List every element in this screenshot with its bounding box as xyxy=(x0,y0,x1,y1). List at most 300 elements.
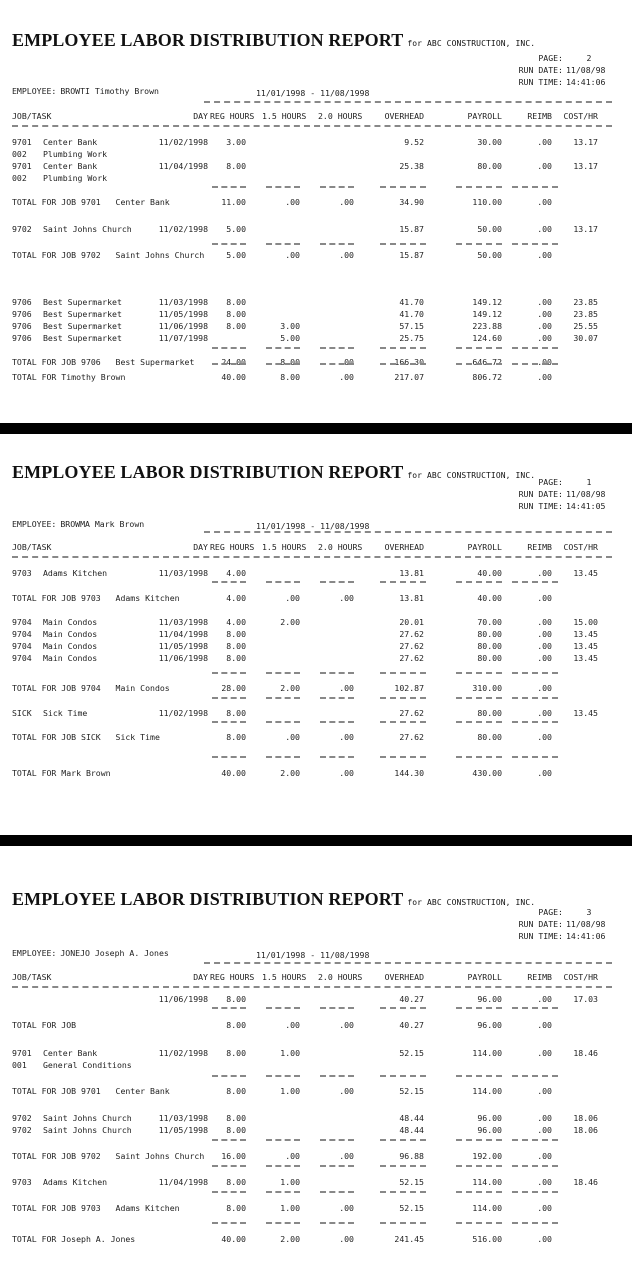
total-ot-15-hours-cell: 2.00 xyxy=(280,1234,300,1244)
total-label: TOTAL FOR JOB 9701 Center Bank xyxy=(12,1086,170,1096)
total-reimb-cell: .00 xyxy=(537,593,552,603)
table-row xyxy=(0,629,632,640)
job-name: Main Condos xyxy=(43,617,98,627)
total-reg-hours-cell: 8.00 xyxy=(226,1086,246,1096)
col-header-payroll: PAYROLL xyxy=(467,542,502,552)
reimb-cell: .00 xyxy=(537,1113,552,1123)
job-code: 9704 xyxy=(12,641,32,651)
day-cell: 11/04/1998 xyxy=(158,629,208,639)
payroll-cell: 80.00 xyxy=(477,708,502,718)
total-ot-20-hours-cell: .00 xyxy=(339,683,354,693)
reimb-cell: .00 xyxy=(537,333,552,343)
total-ot-15-hours-cell: 2.00 xyxy=(280,683,300,693)
subtotal-rule-segment xyxy=(212,1139,246,1141)
subtotal-rule-segment xyxy=(320,756,354,758)
column-header-row xyxy=(0,972,632,983)
total-payroll-cell: 430.00 xyxy=(472,768,502,778)
page-number-label: PAGE: xyxy=(538,477,563,487)
reimb-cell: .00 xyxy=(537,161,552,171)
job-code: 9704 xyxy=(12,653,32,663)
page-number: 1 xyxy=(586,477,592,487)
ot-15-hours-cell: 2.00 xyxy=(280,617,300,627)
total-label: TOTAL FOR Timothy Brown xyxy=(12,372,126,382)
total-row xyxy=(0,768,632,779)
job-name: Center Bank xyxy=(43,161,98,171)
reg-hours-cell: 4.00 xyxy=(226,617,246,627)
total-ot-15-hours-cell: 2.00 xyxy=(280,768,300,778)
payroll-cell: 114.00 xyxy=(472,1177,502,1187)
job-code: 9706 xyxy=(12,297,32,307)
total-reimb-cell: .00 xyxy=(537,768,552,778)
total-ot-20-hours-cell: .00 xyxy=(339,768,354,778)
subtotal-rule-segment xyxy=(512,756,558,758)
job-name: Adams Kitchen xyxy=(43,568,108,578)
employee-name: BROWTI Timothy Brown xyxy=(60,86,159,96)
reg-hours-cell: 4.00 xyxy=(226,568,246,578)
table-row xyxy=(0,309,632,320)
table-row xyxy=(0,224,632,235)
table-row xyxy=(0,617,632,628)
overhead-cell: 57.15 xyxy=(399,321,424,331)
table-row xyxy=(0,568,632,579)
payroll-cell: 80.00 xyxy=(477,653,502,663)
day-cell: 11/06/1998 xyxy=(158,653,208,663)
job-code: 9703 xyxy=(12,1177,32,1187)
subtotal-rule-segment xyxy=(320,1165,354,1167)
payroll-cell: 80.00 xyxy=(477,629,502,639)
total-payroll-cell: 516.00 xyxy=(472,1234,502,1244)
total-row xyxy=(0,1203,632,1214)
page-number: 3 xyxy=(586,907,592,917)
reg-hours-cell: 8.00 xyxy=(226,161,246,171)
subtotal-rule-segment xyxy=(512,672,558,674)
col-header-2-0-hours: 2.0 HOURS xyxy=(318,542,363,552)
total-reimb-cell: .00 xyxy=(537,372,552,382)
reimb-cell: .00 xyxy=(537,617,552,627)
total-reg-hours-cell: 40.00 xyxy=(221,1234,246,1244)
subtotal-rule-segment xyxy=(320,1191,354,1193)
subtotal-rule-segment xyxy=(456,1191,502,1193)
day-cell: 11/05/1998 xyxy=(158,1125,208,1135)
subtotal-rule-segment xyxy=(212,243,246,245)
employee-label: EMPLOYEE: xyxy=(12,86,57,96)
overhead-cell: 52.15 xyxy=(399,1177,424,1187)
table-row xyxy=(0,994,632,1005)
cost-per-hour-cell: 18.46 xyxy=(573,1048,598,1058)
total-overhead-cell: 15.87 xyxy=(399,250,424,260)
total-reimb-cell: .00 xyxy=(537,1203,552,1213)
page-number-line xyxy=(502,52,612,64)
subtotal-rule-segment xyxy=(380,697,426,699)
reg-hours-cell: 8.00 xyxy=(226,708,246,718)
task-code: 001 xyxy=(12,1060,27,1070)
subtotal-rule-segment xyxy=(320,186,354,188)
total-overhead-cell: 96.88 xyxy=(399,1151,424,1161)
day-cell: 11/04/1998 xyxy=(158,161,208,171)
total-reimb-cell: .00 xyxy=(537,732,552,742)
subtotal-rule-segment xyxy=(456,581,502,583)
reg-hours-cell: 8.00 xyxy=(226,321,246,331)
total-payroll-cell: 806.72 xyxy=(472,372,502,382)
col-header-1-5-hours: 1.5 HOURS xyxy=(262,972,307,982)
day-cell: 11/07/1998 xyxy=(158,333,208,343)
employee-name: BROWMA Mark Brown xyxy=(60,519,145,529)
total-reg-hours-cell: 8.00 xyxy=(226,1203,246,1213)
page-number-label: PAGE: xyxy=(538,53,563,63)
job-code: 9701 xyxy=(12,137,32,147)
payroll-cell: 96.00 xyxy=(477,1113,502,1123)
subtotal-rule xyxy=(0,697,632,708)
reimb-cell: .00 xyxy=(537,641,552,651)
report-company: for ABC CONSTRUCTION, INC. xyxy=(407,898,536,907)
total-reimb-cell: .00 xyxy=(537,1020,552,1030)
col-header-overhead: OVERHEAD xyxy=(384,111,424,121)
subtotal-rule-segment xyxy=(456,347,502,349)
total-payroll-cell: 96.00 xyxy=(477,1020,502,1030)
subtotal-rule-segment xyxy=(266,347,300,349)
total-payroll-cell: 646.72 xyxy=(472,357,502,367)
task-code: 002 xyxy=(12,149,27,159)
total-ot-15-hours-cell: 1.00 xyxy=(280,1086,300,1096)
run-time-line xyxy=(502,500,612,512)
cost-per-hour-cell: 17.03 xyxy=(573,994,598,1004)
cost-per-hour-cell: 13.45 xyxy=(573,641,598,651)
subtotal-rule-segment xyxy=(380,363,426,365)
employee-label: EMPLOYEE: xyxy=(12,519,57,529)
subtotal-rule xyxy=(0,756,632,767)
day-cell: 11/03/1998 xyxy=(158,617,208,627)
subtotal-rule-segment xyxy=(266,1165,300,1167)
run-date: 11/08/98 xyxy=(566,65,606,75)
job-name: Saint Johns Church xyxy=(43,1125,132,1135)
subtotal-rule-segment xyxy=(512,1191,558,1193)
subtotal-rule-segment xyxy=(380,672,426,674)
subtotal-rule xyxy=(0,672,632,683)
subtotal-rule-segment xyxy=(266,1191,300,1193)
subtotal-rule-segment xyxy=(320,672,354,674)
total-label: TOTAL FOR JOB 9702 Saint Johns Church xyxy=(12,250,205,260)
total-overhead-cell: 144.30 xyxy=(394,768,424,778)
total-ot-15-hours-cell: .00 xyxy=(285,250,300,260)
subtotal-rule-segment xyxy=(266,756,300,758)
job-name: Saint Johns Church xyxy=(43,1113,132,1123)
total-reimb-cell: .00 xyxy=(537,197,552,207)
cost-per-hour-cell: 13.17 xyxy=(573,224,598,234)
subtotal-rule-segment xyxy=(456,1075,502,1077)
subtotal-rule-segment xyxy=(212,672,246,674)
total-label: TOTAL FOR JOB 9706 Best Supermarket xyxy=(12,357,195,367)
total-ot-20-hours-cell: .00 xyxy=(339,1020,354,1030)
subtotal-rule xyxy=(0,1075,632,1086)
col-header-day: DAY xyxy=(193,972,208,982)
overhead-cell: 20.01 xyxy=(399,617,424,627)
subtotal-rule-segment xyxy=(320,347,354,349)
total-label: TOTAL FOR JOB 9701 Center Bank xyxy=(12,197,170,207)
reg-hours-cell: 8.00 xyxy=(226,297,246,307)
subtotal-rule-segment xyxy=(456,1222,502,1224)
header-rule-top xyxy=(204,101,612,103)
subtotal-rule-segment xyxy=(512,721,558,723)
report-company: for ABC CONSTRUCTION, INC. xyxy=(407,471,536,480)
total-reg-hours-cell: 5.00 xyxy=(226,250,246,260)
table-row xyxy=(0,708,632,719)
subtotal-rule-segment xyxy=(380,1075,426,1077)
col-header-job-task: JOB/TASK xyxy=(12,972,52,982)
total-reg-hours-cell: 24.00 xyxy=(221,357,246,367)
day-cell: 11/02/1998 xyxy=(158,224,208,234)
total-reimb-cell: .00 xyxy=(537,357,552,367)
subtotal-rule-segment xyxy=(380,721,426,723)
total-ot-20-hours-cell: .00 xyxy=(339,593,354,603)
overhead-cell: 52.15 xyxy=(399,1048,424,1058)
total-payroll-cell: 114.00 xyxy=(472,1203,502,1213)
total-row xyxy=(0,1086,632,1097)
subtotal-rule-segment xyxy=(320,1222,354,1224)
total-label: TOTAL FOR JOB SICK Sick Time xyxy=(12,732,160,742)
subtotal-rule xyxy=(0,1191,632,1202)
job-name: Main Condos xyxy=(43,629,98,639)
subtotal-rule-segment xyxy=(456,1007,502,1009)
subtotal-rule-segment xyxy=(212,721,246,723)
job-code: 9704 xyxy=(12,617,32,627)
overhead-cell: 13.81 xyxy=(399,568,424,578)
subtotal-rule-segment xyxy=(456,697,502,699)
run-date-label: RUN DATE: xyxy=(518,919,563,929)
cost-per-hour-cell: 13.45 xyxy=(573,568,598,578)
col-header-reg-hours: REG HOURS xyxy=(210,111,255,121)
subtotal-rule-segment xyxy=(380,756,426,758)
task-row xyxy=(0,149,632,160)
subtotal-rule-segment xyxy=(212,347,246,349)
total-payroll-cell: 110.00 xyxy=(472,197,502,207)
header-rule-top xyxy=(204,531,612,533)
total-reg-hours-cell: 16.00 xyxy=(221,1151,246,1161)
total-ot-15-hours-cell: .00 xyxy=(285,593,300,603)
cost-per-hour-cell: 30.07 xyxy=(573,333,598,343)
total-reg-hours-cell: 40.00 xyxy=(221,372,246,382)
subtotal-rule-segment xyxy=(512,1222,558,1224)
total-row xyxy=(0,732,632,743)
subtotal-rule-segment xyxy=(320,581,354,583)
ot-15-hours-cell: 3.00 xyxy=(280,321,300,331)
total-overhead-cell: 52.15 xyxy=(399,1203,424,1213)
total-ot-20-hours-cell: .00 xyxy=(339,732,354,742)
reg-hours-cell: 8.00 xyxy=(226,641,246,651)
reimb-cell: .00 xyxy=(537,1048,552,1058)
total-label: TOTAL FOR Joseph A. Jones xyxy=(12,1234,136,1244)
total-payroll-cell: 40.00 xyxy=(477,593,502,603)
subtotal-rule xyxy=(0,1165,632,1176)
payroll-cell: 30.00 xyxy=(477,137,502,147)
total-ot-20-hours-cell: .00 xyxy=(339,372,354,382)
subtotal-rule-segment xyxy=(456,1165,502,1167)
reimb-cell: .00 xyxy=(537,297,552,307)
subtotal-rule-segment xyxy=(380,186,426,188)
subtotal-rule-segment xyxy=(212,1191,246,1193)
total-reg-hours-cell: 11.00 xyxy=(221,197,246,207)
subtotal-rule-segment xyxy=(456,243,502,245)
subtotal-rule-segment xyxy=(512,363,558,365)
subtotal-rule-segment xyxy=(380,581,426,583)
subtotal-rule-segment xyxy=(380,1222,426,1224)
reimb-cell: .00 xyxy=(537,994,552,1004)
run-info xyxy=(502,52,612,88)
total-ot-15-hours-cell: .00 xyxy=(285,1151,300,1161)
subtotal-rule-segment xyxy=(212,186,246,188)
reimb-cell: .00 xyxy=(537,224,552,234)
total-label: TOTAL FOR JOB 9704 Main Condos xyxy=(12,683,170,693)
table-row xyxy=(0,1125,632,1136)
payroll-cell: 70.00 xyxy=(477,617,502,627)
subtotal-rule-segment xyxy=(266,186,300,188)
total-ot-15-hours-cell: 8.00 xyxy=(280,357,300,367)
total-ot-15-hours-cell: .00 xyxy=(285,732,300,742)
run-date-line xyxy=(502,488,612,500)
page-separator-bar xyxy=(0,835,632,846)
run-date-label: RUN DATE: xyxy=(518,489,563,499)
total-overhead-cell: 52.15 xyxy=(399,1086,424,1096)
cost-per-hour-cell: 15.00 xyxy=(573,617,598,627)
cost-per-hour-cell: 13.45 xyxy=(573,708,598,718)
reg-hours-cell: 8.00 xyxy=(226,629,246,639)
total-ot-20-hours-cell: .00 xyxy=(339,357,354,367)
page-number: 2 xyxy=(586,53,592,63)
subtotal-rule-segment xyxy=(512,1165,558,1167)
total-ot-20-hours-cell: .00 xyxy=(339,250,354,260)
report-company: for ABC CONSTRUCTION, INC. xyxy=(407,39,536,48)
cost-per-hour-cell: 13.17 xyxy=(573,161,598,171)
overhead-cell: 41.70 xyxy=(399,297,424,307)
employee-line xyxy=(12,519,144,529)
subtotal-rule xyxy=(0,721,632,732)
header-rule-bottom xyxy=(12,986,612,988)
subtotal-rule-segment xyxy=(512,581,558,583)
table-row xyxy=(0,1177,632,1188)
reg-hours-cell: 8.00 xyxy=(226,309,246,319)
payroll-cell: 149.12 xyxy=(472,309,502,319)
employee-name: JONEJO Joseph A. Jones xyxy=(60,948,169,958)
total-reg-hours-cell: 28.00 xyxy=(221,683,246,693)
total-overhead-cell: 166.30 xyxy=(394,357,424,367)
total-payroll-cell: 114.00 xyxy=(472,1086,502,1096)
payroll-cell: 80.00 xyxy=(477,161,502,171)
reimb-cell: .00 xyxy=(537,1125,552,1135)
report-title-text: EMPLOYEE LABOR DISTRIBUTION REPORT xyxy=(12,889,404,909)
subtotal-rule-segment xyxy=(266,1222,300,1224)
subtotal-rule-segment xyxy=(212,1007,246,1009)
subtotal-rule-segment xyxy=(212,363,246,365)
overhead-cell: 41.70 xyxy=(399,309,424,319)
col-header-day: DAY xyxy=(193,111,208,121)
subtotal-rule xyxy=(0,186,632,197)
run-time: 14:41:06 xyxy=(566,77,606,87)
subtotal-rule-segment xyxy=(320,1139,354,1141)
total-reg-hours-cell: 40.00 xyxy=(221,768,246,778)
report-title xyxy=(12,30,535,51)
day-cell: 11/06/1998 xyxy=(158,321,208,331)
total-payroll-cell: 50.00 xyxy=(477,250,502,260)
job-name: Saint Johns Church xyxy=(43,224,132,234)
reimb-cell: .00 xyxy=(537,321,552,331)
total-reimb-cell: .00 xyxy=(537,250,552,260)
page-number-label: PAGE: xyxy=(538,907,563,917)
payroll-cell: 223.88 xyxy=(472,321,502,331)
subtotal-rule-segment xyxy=(456,1139,502,1141)
overhead-cell: 40.27 xyxy=(399,994,424,1004)
subtotal-rule-segment xyxy=(266,1007,300,1009)
task-row xyxy=(0,1060,632,1071)
job-name: Adams Kitchen xyxy=(43,1177,108,1187)
col-header-reimb: REIMB xyxy=(527,542,552,552)
report-title-text: EMPLOYEE LABOR DISTRIBUTION REPORT xyxy=(12,30,404,50)
total-ot-15-hours-cell: .00 xyxy=(285,1020,300,1030)
run-date-line xyxy=(502,64,612,76)
total-ot-20-hours-cell: .00 xyxy=(339,1151,354,1161)
day-cell: 11/06/1998 xyxy=(158,994,208,1004)
report-title xyxy=(12,889,535,910)
subtotal-rule-segment xyxy=(380,1007,426,1009)
day-cell: 11/04/1998 xyxy=(158,1177,208,1187)
total-label: TOTAL FOR JOB 9703 Adams Kitchen xyxy=(12,593,180,603)
subtotal-rule xyxy=(0,1222,632,1233)
job-code: 9702 xyxy=(12,1113,32,1123)
subtotal-rule-segment xyxy=(512,186,558,188)
reg-hours-cell: 8.00 xyxy=(226,994,246,1004)
ot-15-hours-cell: 1.00 xyxy=(280,1048,300,1058)
payroll-cell: 124.60 xyxy=(472,333,502,343)
total-ot-15-hours-cell: 8.00 xyxy=(280,372,300,382)
job-name: Sick Time xyxy=(43,708,88,718)
overhead-cell: 27.62 xyxy=(399,641,424,651)
col-header-job-task: JOB/TASK xyxy=(12,542,52,552)
subtotal-rule-segment xyxy=(512,243,558,245)
col-header-reimb: REIMB xyxy=(527,111,552,121)
subtotal-rule-segment xyxy=(380,1139,426,1141)
overhead-cell: 25.38 xyxy=(399,161,424,171)
col-header-overhead: OVERHEAD xyxy=(384,542,424,552)
run-time: 14:41:06 xyxy=(566,931,606,941)
total-reimb-cell: .00 xyxy=(537,683,552,693)
overhead-cell: 48.44 xyxy=(399,1125,424,1135)
run-date: 11/08/98 xyxy=(566,489,606,499)
total-reg-hours-cell: 4.00 xyxy=(226,593,246,603)
job-name: Best Supermarket xyxy=(43,321,122,331)
job-code: 9703 xyxy=(12,568,32,578)
subtotal-rule-segment xyxy=(320,1075,354,1077)
total-payroll-cell: 192.00 xyxy=(472,1151,502,1161)
reg-hours-cell: 8.00 xyxy=(226,1113,246,1123)
report-period: 11/01/1998 - 11/08/1998 xyxy=(256,521,370,531)
subtotal-rule xyxy=(0,1139,632,1150)
subtotal-rule-segment xyxy=(266,581,300,583)
reimb-cell: .00 xyxy=(537,653,552,663)
day-cell: 11/03/1998 xyxy=(158,297,208,307)
total-reimb-cell: .00 xyxy=(537,1086,552,1096)
total-overhead-cell: 34.90 xyxy=(399,197,424,207)
subtotal-rule-segment xyxy=(212,1075,246,1077)
total-row xyxy=(0,683,632,694)
col-header-2-0-hours: 2.0 HOURS xyxy=(318,972,363,982)
total-label: TOTAL FOR JOB 9702 Saint Johns Church xyxy=(12,1151,205,1161)
payroll-cell: 114.00 xyxy=(472,1048,502,1058)
job-code: 9706 xyxy=(12,309,32,319)
job-name: Main Condos xyxy=(43,653,98,663)
total-row xyxy=(0,1234,632,1245)
cost-per-hour-cell: 25.55 xyxy=(573,321,598,331)
payroll-cell: 80.00 xyxy=(477,641,502,651)
total-ot-20-hours-cell: .00 xyxy=(339,197,354,207)
table-row xyxy=(0,137,632,148)
